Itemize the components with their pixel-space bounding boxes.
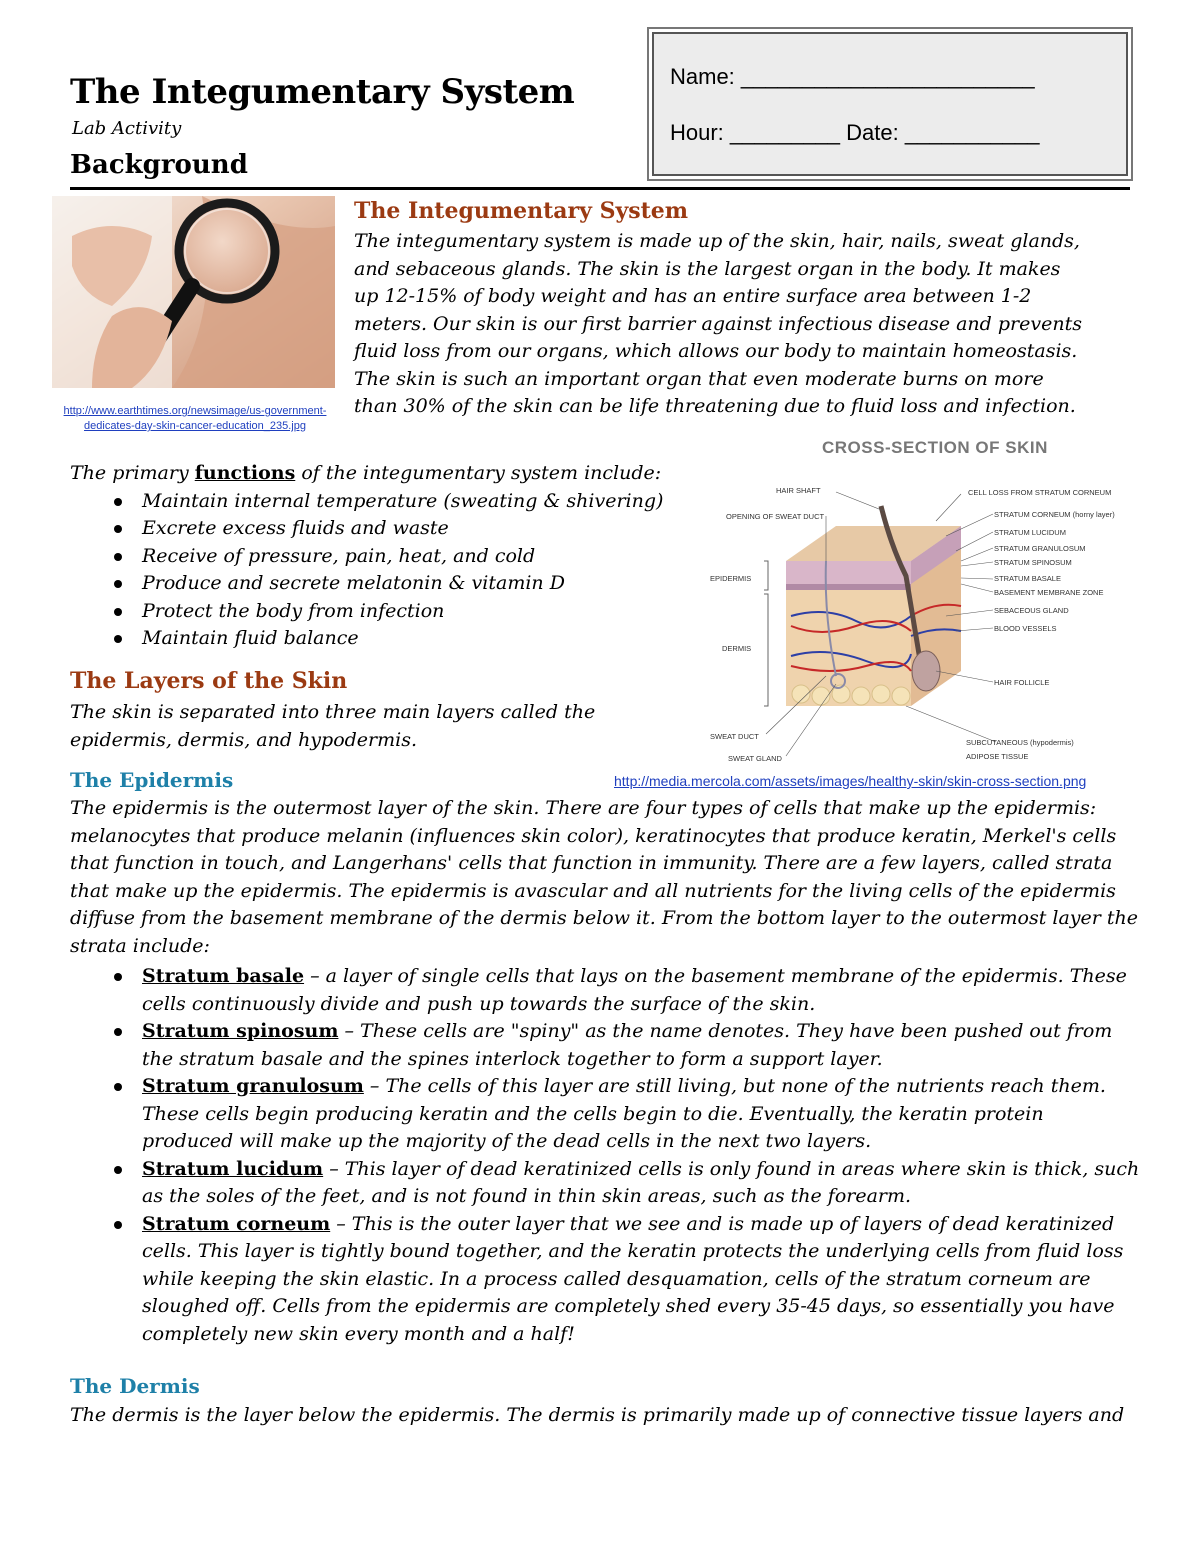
stratum-term: Stratum basale bbox=[142, 965, 305, 987]
bullet-icon bbox=[114, 635, 122, 643]
strata-section bbox=[70, 963, 1140, 1348]
list-item bbox=[70, 1073, 1140, 1156]
intro-paragraph: The integumentary system is made up of the skin, hair, nails, sweat glands, and sebaceous glands. The skin is the largest organ in the body. It makes up 12-15% of body weight and has an entire surface area between 1-2 meters. Our skin is our first barrier against infectious disease and prevents fluid loss from our organs, which allows our body to maintain homeostasis. The skin is such an important organ that even moderate burns on more than 30% of the skin can be life threatening due to fluid loss and infection. bbox=[354, 230, 1082, 417]
list-item bbox=[70, 515, 690, 543]
function-text: Protect the body from infection bbox=[142, 599, 445, 622]
function-text: Maintain fluid balance bbox=[142, 627, 359, 649]
diagram-label: BLOOD VESSELS bbox=[994, 624, 1057, 633]
diagram-label: HAIR SHAFT bbox=[776, 486, 821, 495]
diagram-label: SUBCUTANEOUS (hypodermis) bbox=[966, 738, 1074, 747]
header-divider bbox=[70, 187, 1130, 190]
functions-lead-bold: functions bbox=[194, 462, 296, 484]
bullet-icon bbox=[114, 1166, 122, 1174]
strata-list bbox=[70, 963, 1140, 1348]
page-subtitle: Lab Activity bbox=[72, 118, 182, 139]
bullet-icon bbox=[114, 580, 122, 588]
diagram-label: SWEAT GLAND bbox=[728, 754, 782, 763]
epidermis-heading: The Epidermis bbox=[70, 768, 234, 792]
list-item bbox=[70, 625, 690, 653]
diagram-label: HAIR FOLLICLE bbox=[994, 678, 1050, 687]
list-item bbox=[70, 1211, 1140, 1349]
bullet-icon bbox=[114, 525, 122, 533]
diagram-label: ADIPOSE TISSUE bbox=[966, 752, 1029, 761]
list-item bbox=[70, 570, 690, 598]
diagram-source-link[interactable]: http://media.mercola.com/assets/images/healthy-skin/skin-cross-section.png bbox=[614, 773, 1087, 789]
stratum-term: Stratum lucidum bbox=[142, 1157, 324, 1180]
diagram-label: SWEAT DUCT bbox=[710, 732, 759, 741]
bullet-icon bbox=[114, 498, 122, 506]
diagram-label: DERMIS bbox=[722, 644, 752, 653]
intro-heading: The Integumentary System bbox=[354, 198, 689, 224]
photo-link-line-2: dedicates-day-skin-cancer-education_235.jpg bbox=[84, 420, 306, 432]
stratum-desc: – The cells of this layer are still living, but none of the nutrients reach them. These cells begin producing keratin and the cells begin to die. Eventually, the keratin protein produced will make up the majority of the dead cells in the next two layers. bbox=[142, 1075, 1106, 1152]
name-field[interactable]: Name: ________________________ bbox=[670, 64, 1035, 89]
bullet-icon bbox=[114, 1221, 122, 1229]
diagram-title: CROSS-SECTION OF SKIN bbox=[822, 438, 1048, 457]
hour-date-field[interactable]: Hour: _________ Date: ___________ bbox=[670, 120, 1040, 145]
stratum-desc: – This layer of dead keratinized cells is only found in areas where skin is thick, such as the soles of the feet, and is not found in thin skin areas, such as the forearm. bbox=[142, 1157, 1140, 1207]
functions-lead bbox=[70, 460, 690, 488]
functions-lead-after: of the integumentary system include: bbox=[295, 462, 662, 484]
functions-section bbox=[70, 460, 690, 653]
list-item bbox=[70, 488, 690, 516]
skin-exam-photo bbox=[52, 196, 335, 388]
stratum-term: Stratum spinosum bbox=[142, 1020, 339, 1042]
dermis-heading: The Dermis bbox=[70, 1374, 200, 1398]
function-text: Receive of pressure, pain, heat, and cold bbox=[142, 544, 536, 567]
stratum-term: Stratum corneum bbox=[142, 1212, 331, 1235]
list-item bbox=[70, 543, 690, 571]
photo-source-link[interactable] bbox=[52, 404, 338, 434]
list-item bbox=[70, 1018, 1140, 1073]
stratum-desc: – a layer of single cells that lays on the basement membrane of the epidermis. These cells continuously divide and push up towards the surface of the skin. bbox=[142, 965, 1127, 1015]
diagram-label: BASEMENT MEMBRANE ZONE bbox=[994, 588, 1104, 597]
diagram-label: EPIDERMIS bbox=[710, 574, 752, 583]
bullet-icon bbox=[114, 1083, 122, 1091]
diagram-label: STRATUM SPINOSUM bbox=[994, 558, 1072, 567]
layers-paragraph: The skin is separated into three main layers called the epidermis, dermis, and hypodermis. bbox=[70, 701, 596, 751]
function-text: Maintain internal temperature (sweating & shivering) bbox=[142, 489, 664, 512]
stratum-term: Stratum granulosum bbox=[142, 1075, 364, 1097]
diagram-label: STRATUM BASALE bbox=[994, 574, 1061, 583]
stratum-desc: – These cells are "spiny" as the name denotes. They have been pushed out from the stratum basale and the spines interlock together to form a support layer. bbox=[142, 1020, 1113, 1070]
diagram-label: STRATUM CORNEUM (horny layer) bbox=[994, 510, 1115, 519]
skin-cross-section-diagram bbox=[706, 466, 1146, 766]
photo-link-line-1: http://www.earthtimes.org/newsimage/us-government- bbox=[63, 405, 327, 417]
function-text: Produce and secrete melatonin & vitamin D bbox=[142, 572, 565, 594]
diagram-label: CELL LOSS FROM STRATUM CORNEUM bbox=[968, 488, 1112, 497]
functions-lead-before: The primary bbox=[70, 462, 195, 484]
diagram-label: STRATUM GRANULOSUM bbox=[994, 544, 1086, 553]
bullet-icon bbox=[114, 608, 122, 616]
diagram-label: STRATUM LUCIDUM bbox=[994, 528, 1066, 537]
bullet-icon bbox=[114, 553, 122, 561]
list-item bbox=[70, 598, 690, 626]
bullet-icon bbox=[114, 973, 122, 981]
name-box bbox=[652, 32, 1128, 176]
epidermis-paragraph: The epidermis is the outermost layer of the skin. There are four types of cells that make up the epidermis: melanocytes that produce melanin (influences skin color), keratinocytes that produce keratin, Merkel's cells that function in touch, and Langerhans' cells that function in immunity. There are a few layers, called strata that make up the epidermis. The epidermis is avascular and all nutrients for the living cells of the epidermis diffuse from the basement membrane of the dermis below it. From the bottom layer to the outermost layer the strata include: bbox=[70, 797, 1139, 957]
layers-heading: The Layers of the Skin bbox=[70, 668, 348, 694]
dermis-paragraph: The dermis is the layer below the epidermis. The dermis is primarily made up of connective tissue layers and bbox=[70, 1404, 1125, 1426]
section-heading-background: Background bbox=[70, 150, 248, 180]
functions-list bbox=[70, 488, 690, 653]
diagram-label: OPENING OF SWEAT DUCT bbox=[726, 512, 825, 521]
function-text: Excrete excess fluids and waste bbox=[142, 517, 449, 539]
stratum-desc: – This is the outer layer that we see and is made up of layers of dead keratinized cells. This layer is tightly bound together, and the keratin protects the underlying cells from fluid loss while keeping the skin elastic. In a process called desquamation, cells of the stratum corneum are sloughed off. Cells from the epidermis are completely shed every 35-45 days, so essentially you have completely new skin every month and a half! bbox=[142, 1212, 1124, 1345]
bullet-icon bbox=[114, 1028, 122, 1036]
list-item bbox=[70, 1156, 1140, 1211]
diagram-label: SEBACEOUS GLAND bbox=[994, 606, 1069, 615]
page-title: The Integumentary System bbox=[70, 72, 575, 112]
list-item bbox=[70, 963, 1140, 1018]
